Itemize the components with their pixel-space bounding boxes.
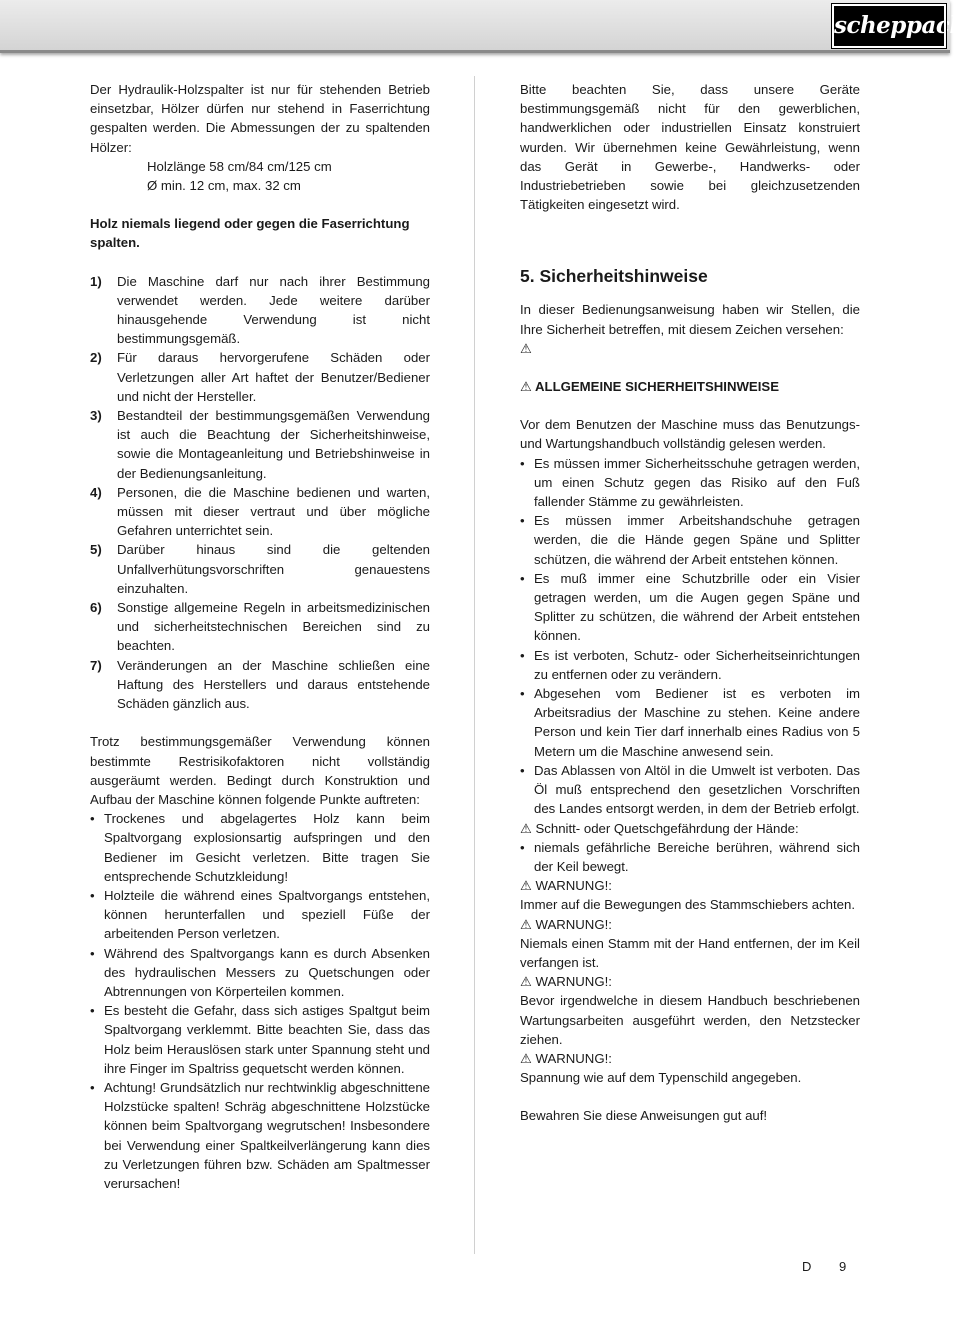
splitting-warning: Holz niemals liegend oder gegen die Faserrichtung spalten. bbox=[90, 216, 410, 251]
list-item: 4) Personen, die die Maschine bedienen und warten, müssen mit dieser vertraut und über mögliche Gefahren unterrichtet sein. bbox=[90, 484, 430, 539]
list-item: 2) Für daraus hervorgerufene Schäden oder Verletzungen aller Art haftet der Benutzer/Bediener und nicht der Hersteller. bbox=[90, 350, 430, 404]
general-safety-list bbox=[520, 454, 860, 819]
warning-label: ⚠ WARNUNG!: bbox=[520, 974, 612, 990]
list-item: • Es müssen immer Arbeitshandschuhe getragen werden, die die Hände gegen Späne und Splitter schützen, die während der Arbeit entstehen können. bbox=[520, 513, 860, 567]
list-item: • Achtung! Grundsätzlich nur rechtwinklig abgeschnittene Holzstücke spalten! Schräg abgeschnittene Holzstücke können beim Spaltvorgang wegrutschen! Insbesondere bei Verwendung einer Spaltkeilverlängerung kann dies zu Verletzungen führen bzw. Schäden am Spaltmesser verursachen! bbox=[90, 1079, 430, 1191]
list-item: 7) Veränderungen an der Maschine schließen eine Haftung des Herstellers und daraus entstehende Schäden gänzlich aus. bbox=[90, 657, 430, 712]
left-column bbox=[90, 80, 430, 1193]
warning-label: ⚠ WARNUNG!: bbox=[520, 916, 612, 932]
column-divider bbox=[474, 76, 475, 1254]
list-item: • Abgesehen vom Bediener ist es verboten im Arbeitsradius der Maschine zu stehen. Keine andere Person und kein Tier darf innerhalb eines Radius von 5 Metern um die Maschine anwesend sein. bbox=[520, 686, 860, 759]
list-item: • Es muß immer eine Schutzbrille oder ein Visier getragen werden, um die Augen gegen Späne und Splitter zu schützen, die während der Arbeit entstehen können. bbox=[520, 570, 860, 644]
list-item: • Während des Spaltvorgangs kann es durch Absenken des hydraulischen Messers zu Quetschungen oder Abtrennungen von Körperteilen kommen. bbox=[90, 945, 430, 999]
warning-text: Immer auf die Bewegungen des Stammschiebers achten. bbox=[520, 897, 855, 913]
residual-risk-list bbox=[90, 809, 430, 1193]
warning-text: Niemals einen Stamm mit der Hand entfernen, der im Keil verfangen ist. bbox=[520, 935, 860, 970]
residual-risk-intro: Trotz bestimmungsgemäßer Verwendung können bestimmte Restrisikofaktoren nicht vollständig ausgeräumt werden. Bedingt durch Konstruktion und Aufbau der Maschine können folgende Punkte auftreten: bbox=[90, 734, 430, 807]
list-item: • niemals gefährliche Bereiche berühren, während sich der Keil bewegt. bbox=[520, 839, 860, 874]
closing-note: Bewahren Sie diese Anweisungen gut auf! bbox=[520, 1108, 768, 1124]
list-item: 5) Darüber hinaus sind die geltenden Unfallverhütungsvorschriften genauestens einzuhalten. bbox=[90, 542, 430, 596]
wood-diameter: Ø min. 12 cm, max. 32 cm bbox=[147, 178, 301, 194]
warning-symbol-icon: ⚠ bbox=[520, 340, 532, 356]
general-safety-intro: Vor dem Benutzen der Maschine muss das Benutzungs- und Wartungshandbuch vollständig gelesen werden. bbox=[520, 417, 860, 452]
warning-text: Spannung wie auf dem Typenschild angegeben. bbox=[520, 1070, 802, 1086]
warning-label: ⚠ WARNUNG!: bbox=[520, 1050, 612, 1066]
wood-length: Holzlänge 58 cm/84 cm/125 cm bbox=[147, 158, 332, 174]
general-safety-heading: ⚠ ALLGEMEINE SICHERHEITSHINWEISE bbox=[520, 379, 779, 395]
section-title: 5. Sicherheitshinweise bbox=[520, 266, 708, 287]
usage-note: Bitte beachten Sie, dass unsere Geräte bestimmungsgemäß nicht für den gewerblichen, handwerklichen oder industriellen Einsatz konstruiert wurden. Wir übernehmen keine Gewährleistung, wenn das Gerät in Gewerbe-, Handwerks- oder Industriebetrieben sowie bei gleichzusetzenden Tätigkeiten eingesetzt wird. bbox=[520, 82, 860, 213]
list-item: 3) Bestandteil der bestimmungsgemäßen Verwendung ist auch die Beachtung der Sicherheitshinweise, sowie die Montageanleitung und Betriebshinweise in der Bedienungsanleitung. bbox=[90, 408, 430, 481]
section-intro: In dieser Bedienungsanweisung haben wir Stellen, die Ihre Sicherheit betreffen, mit diesem Zeichen versehen: bbox=[520, 302, 860, 337]
usage-rules-list bbox=[90, 272, 430, 714]
list-item: • Es ist verboten, Schutz- oder Sicherheitseinrichtungen zu entfernen oder zu verändern. bbox=[520, 647, 860, 682]
header-bar bbox=[0, 0, 966, 53]
language-code: D bbox=[802, 1259, 812, 1274]
scheppach-logo: scheppach bbox=[832, 4, 946, 48]
warning-text: Bevor irgendwelche in diesem Handbuch beschriebenen Wartungsarbeiten ausgeführt werden, den Netzstecker ziehen. bbox=[520, 993, 860, 1047]
list-item: • Holzteile die während eines Spaltvorgangs entstehen, können herunterfallen und speziell Füße der arbeitenden Person verletzen. bbox=[90, 887, 430, 942]
list-item: • Es müssen immer Sicherheitsschuhe getragen werden, um einen Schutz gegen das Risiko auf den Fuß fallender Stämme zu gewährleisten. bbox=[520, 455, 860, 510]
intro-paragraph: Der Hydraulik-Holzspalter ist nur für stehenden Betrieb einsetzbar, Hölzer dürfen nur stehend in Faserrichtung gespalten werden. Die Abmessungen der zu spaltenden Hölzer: bbox=[90, 82, 430, 155]
list-item: • Es besteht die Gefahr, dass sich astiges Spaltgut beim Spaltvorgang verklemmt. Bitte beachten Sie, dass das Holz beim Herauslösen stark unter Spannung steht und ihre Finger im Spaltriss gequetscht werden können. bbox=[90, 1003, 430, 1076]
warning-label: ⚠ WARNUNG!: bbox=[520, 878, 612, 894]
list-item: 6) Sonstige allgemeine Regeln in arbeitsmedizinischen und sicherheitstechnischen Bereichen sind zu beachten. bbox=[90, 600, 430, 654]
hands-hazard-heading: ⚠ Schnitt- oder Quetschgefährdung der Hände: bbox=[520, 820, 799, 836]
list-item: • Trockenes und abgelagertes Holz kann beim Spaltvorgang explosionsartig aufspringen und den Bediener im Gesicht verletzen. Bitte tragen Sie entsprechende Schutzkleidung! bbox=[90, 811, 430, 884]
hands-hazard-list bbox=[520, 838, 860, 876]
list-item: 1) Die Maschine darf nur nach ihrer Bestimmung verwendet werden. Jede weitere darüber hinausgehende Verwendung ist nicht bestimmungsgemäß. bbox=[90, 273, 430, 347]
page-number: 9 bbox=[839, 1259, 847, 1274]
list-item: • Das Ablassen von Altöl in die Umwelt ist verboten. Das Öl muß entsprechend den gesetzlichen Vorschriften des Landes entsorgt werden, in dem der Betrieb erfolgt. bbox=[520, 762, 860, 817]
right-column bbox=[520, 80, 860, 1126]
